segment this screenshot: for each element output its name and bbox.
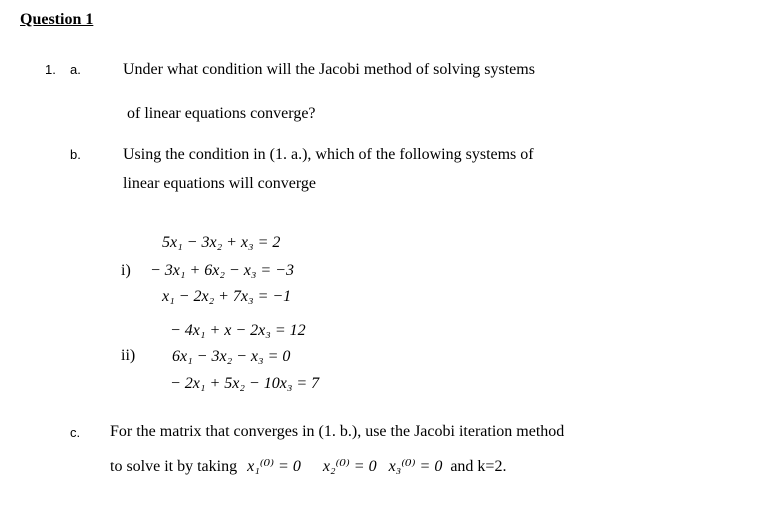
system-i-eq3: x₁ − 2x₂ + 7x₃ = −1 bbox=[162, 288, 292, 305]
part-b-line2: linear equations will converge bbox=[123, 175, 316, 192]
system-ii-eq2: 6x₁ − 3x₂ − x₃ = 0 bbox=[172, 348, 291, 365]
part-a-line2: of linear equations converge? bbox=[127, 105, 316, 122]
part-c-prefix: to solve it by taking bbox=[110, 458, 238, 475]
part-a-label: a. bbox=[70, 62, 81, 77]
part-b-label: b. bbox=[70, 147, 81, 162]
initial-x3: x₃⁽⁰⁾ = 0 bbox=[388, 458, 443, 475]
part-a-line1: Under what condition will the Jacobi method of solving systems bbox=[123, 61, 535, 78]
system-i-eq2: − 3x₁ + 6x₂ − x₃ = −3 bbox=[150, 262, 294, 279]
part-c-line1: For the matrix that converges in (1. b.), use the Jacobi iteration method bbox=[110, 423, 565, 440]
system-i-eq1: 5x₁ − 3x₂ + x₃ = 2 bbox=[162, 234, 281, 251]
question-heading: Question 1 bbox=[20, 11, 94, 28]
system-i-label: i) bbox=[121, 262, 131, 279]
system-ii-label: ii) bbox=[121, 347, 136, 364]
initial-x1: x₁⁽⁰⁾ = 0 bbox=[247, 458, 301, 475]
question-number: 1. bbox=[45, 62, 56, 77]
part-c-label: c. bbox=[70, 425, 81, 440]
system-ii-eq3: − 2x₁ + 5x₂ − 10x₃ = 7 bbox=[170, 375, 320, 392]
system-ii-eq1: − 4x₁ + x − 2x₃ = 12 bbox=[170, 322, 306, 339]
initial-x2: x₂⁽⁰⁾ = 0 bbox=[322, 458, 377, 475]
part-c-suffix: and k=2. bbox=[450, 458, 507, 475]
part-c-line2 bbox=[110, 456, 506, 476]
part-b-line1: Using the condition in (1. a.), which of the following systems of bbox=[123, 146, 534, 163]
